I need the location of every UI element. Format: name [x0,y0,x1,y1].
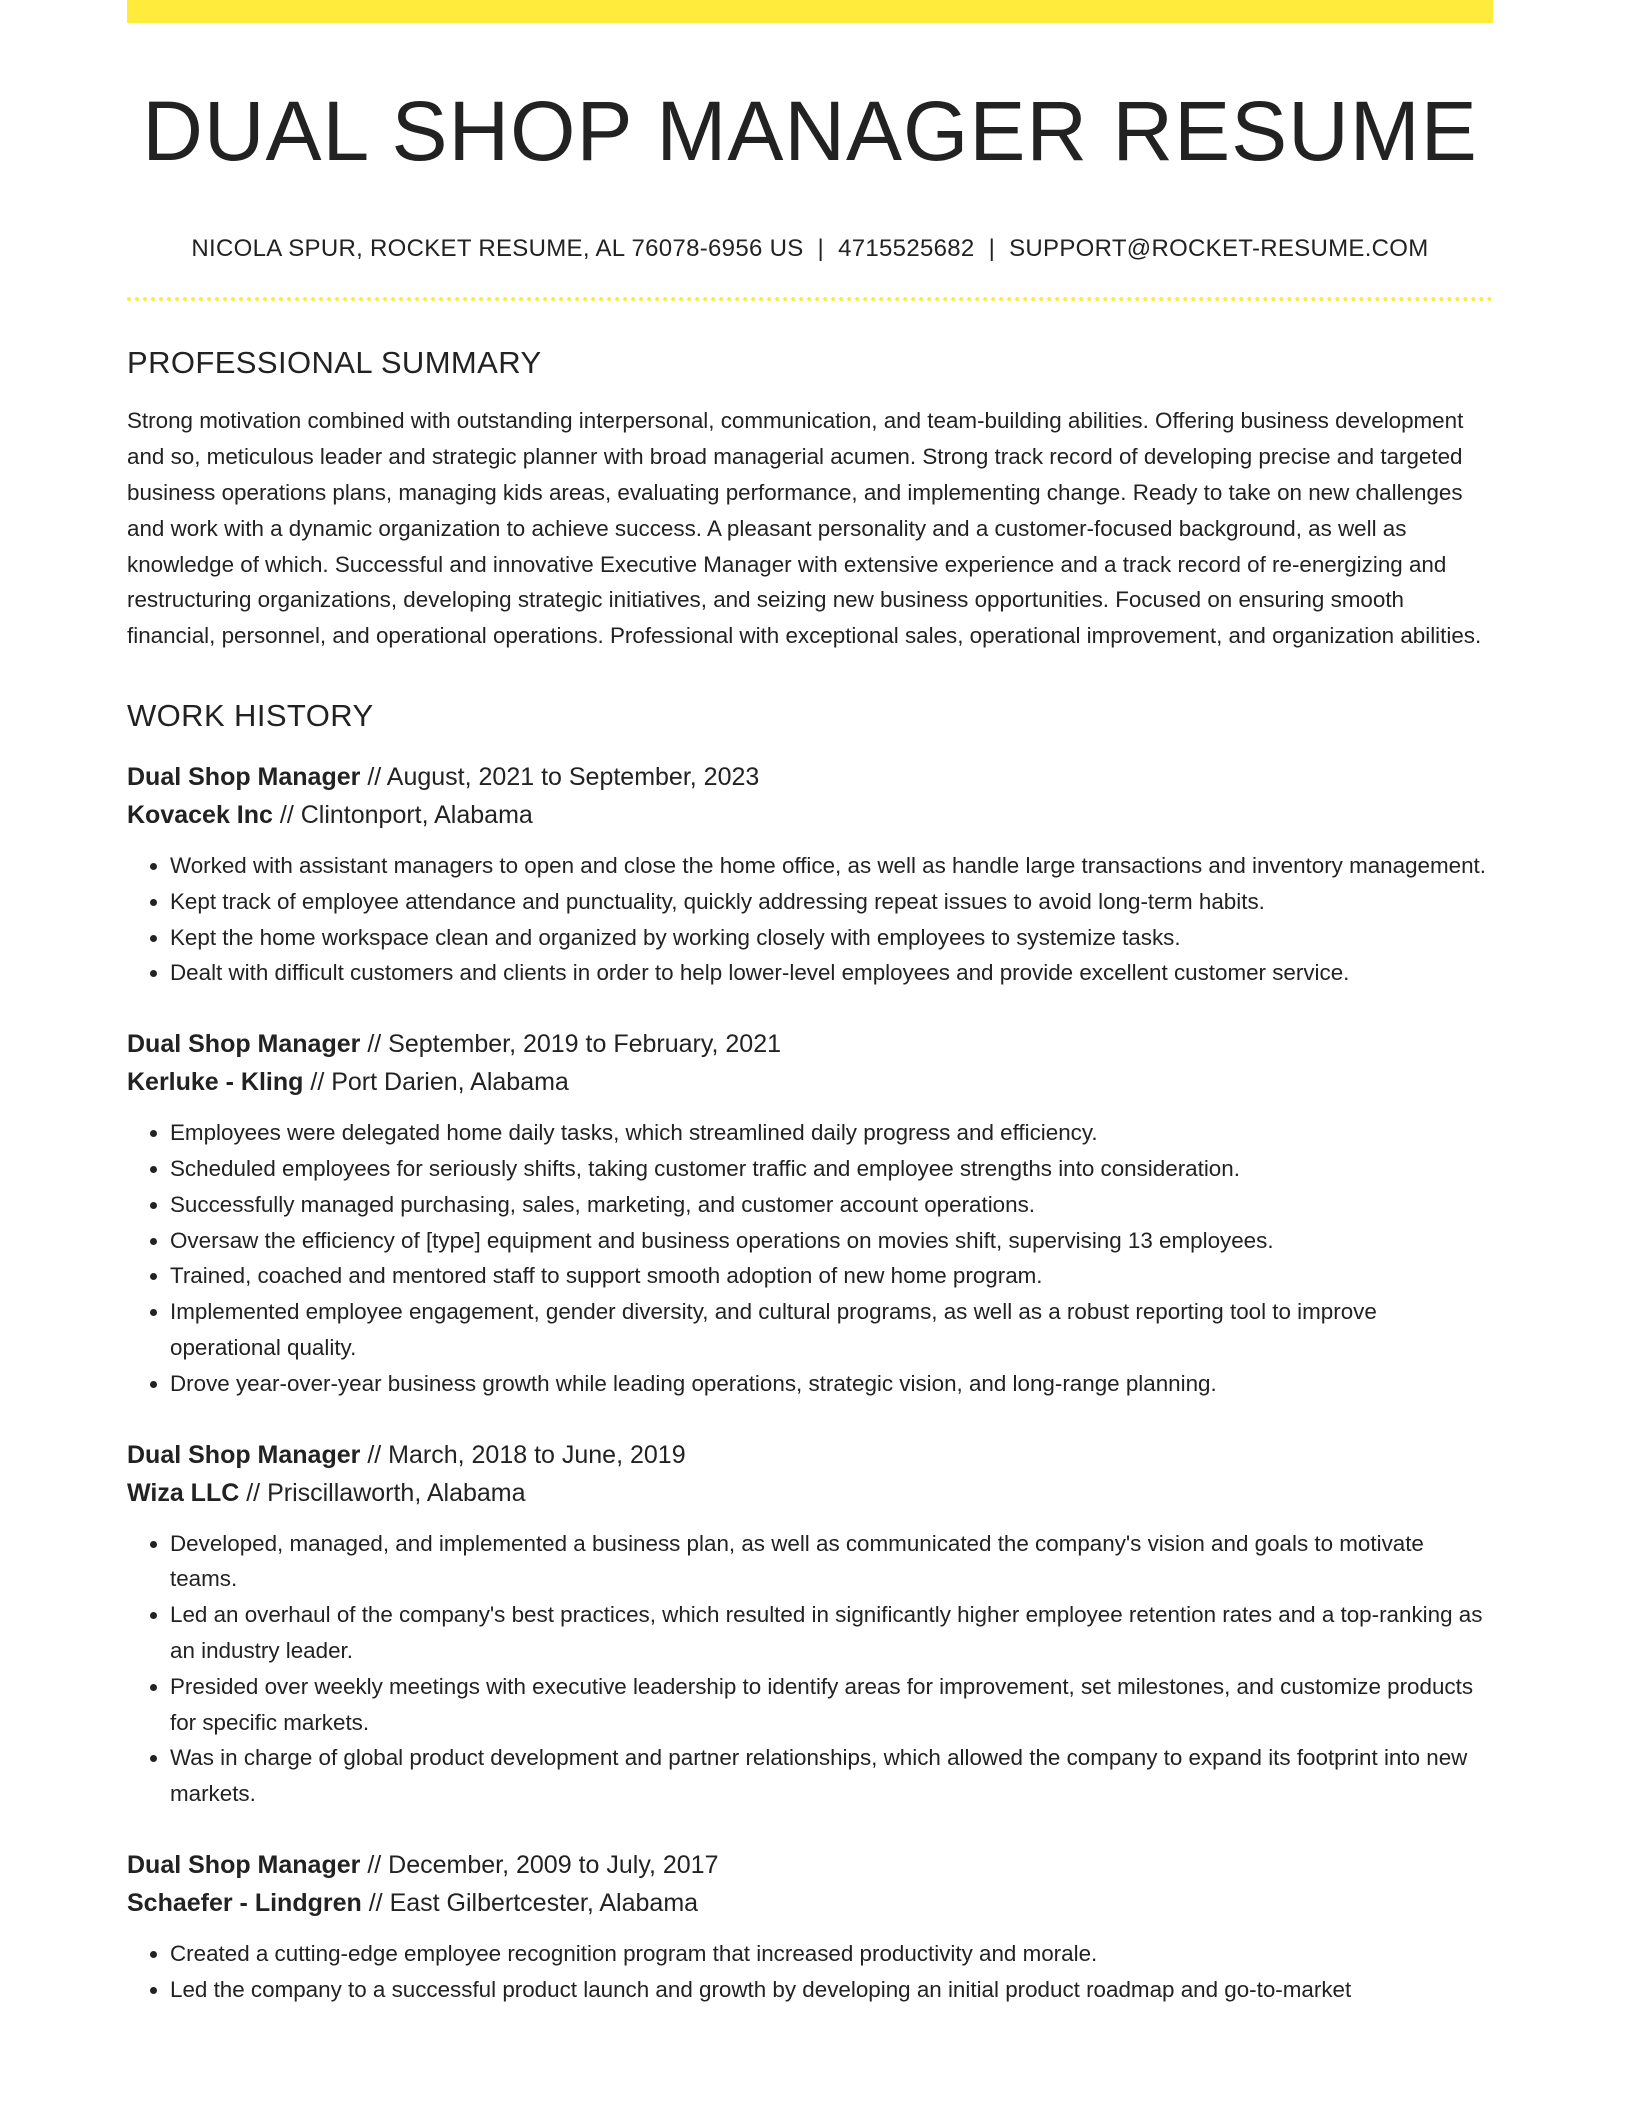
duty-list [127,1115,1493,1401]
contact-address: NICOLA SPUR, ROCKET RESUME, AL 76078-6956 US [191,235,804,263]
list-item: • Presided over weekly meetings with executive leadership to identify areas for improvement, set milestones, and customize products for specific markets. [170,1669,1493,1741]
list-item: • Kept track of employee attendance and punctuality, quickly addressing repeat issues to avoid long-term habits. [170,884,1493,920]
summary-heading: PROFESSIONAL SUMMARY [127,345,542,381]
duty-list [127,1526,1493,1812]
job-dates: August, 2021 to September, 2023 [386,762,760,791]
delimiter: // [360,1440,389,1469]
delimiter: // [239,1478,268,1507]
contact-separator: | [988,235,996,263]
job-title: Dual Shop Manager [127,1850,361,1879]
company-location: Priscillaworth, Alabama [267,1478,526,1507]
list-item: • Created a cutting-edge employee recognition program that increased productivity and morale. [170,1936,1493,1972]
job-company-line [127,796,1493,834]
job-company-line [127,1474,1493,1512]
duty-list [127,1936,1493,2008]
list-item: • Drove year-over-year business growth while leading operations, strategic vision, and long-range planning. [170,1366,1493,1402]
delimiter: // [303,1068,332,1097]
job-entry [127,1436,1493,1812]
company-name: Schaefer - Lindgren [127,1888,362,1917]
company-name: Wiza LLC [127,1478,240,1507]
delimiter: // [272,800,301,829]
job-title-line [127,1436,1493,1474]
job-entry [127,1025,1493,1401]
list-item: • Led an overhaul of the company's best practices, which resulted in significantly higher employee retention rates and a top-ranking as an industry leader. [170,1597,1493,1669]
contact-line [127,235,1493,263]
job-dates: December, 2009 to July, 2017 [388,1850,719,1879]
list-item: • Led the company to a successful product launch and growth by developing an initial product roadmap and go-to-market [170,1972,1493,2008]
resume-page [127,0,1493,2008]
list-item: • Oversaw the efficiency of [type] equipment and business operations on movies shift, supervising 13 employees. [170,1223,1493,1259]
list-item: • Was in charge of global product development and partner relationships, which allowed the company to expand its footprint into new markets. [170,1740,1493,1812]
duty-list [127,848,1493,991]
delimiter: // [360,1850,389,1879]
job-title-line [127,1846,1493,1884]
list-item: • Worked with assistant managers to open and close the home office, as well as handle large transactions and inventory management. [170,848,1493,884]
company-location: Port Darien, Alabama [331,1068,569,1097]
list-item: • Trained, coached and mentored staff to support smooth adoption of new home program. [170,1258,1493,1294]
job-title: Dual Shop Manager [127,1440,361,1469]
list-item: • Successfully managed purchasing, sales, marketing, and customer account operations. [170,1187,1493,1223]
list-item: • Scheduled employees for seriously shifts, taking customer traffic and employee strengths into consideration. [170,1151,1493,1187]
list-item: • Dealt with difficult customers and clients in order to help lower-level employees and provide excellent customer service. [170,955,1493,991]
company-name: Kovacek Inc [127,800,273,829]
job-entry [127,1846,1493,2008]
job-company-line [127,1063,1493,1101]
delimiter: // [360,1030,389,1059]
page-title: DUAL SHOP MANAGER RESUME [142,84,1478,178]
job-title-line [127,1025,1493,1063]
contact-email: SUPPORT@ROCKET-RESUME.COM [1009,235,1429,263]
job-dates: September, 2019 to February, 2021 [388,1030,782,1059]
job-title: Dual Shop Manager [127,1030,361,1059]
list-item: • Implemented employee engagement, gender diversity, and cultural programs, as well as a robust reporting tool to improve operational quality. [170,1294,1493,1366]
accent-bar [127,0,1493,23]
list-item: • Kept the home workspace clean and organized by working closely with employees to systemize tasks. [170,920,1493,956]
delimiter: // [361,1888,390,1917]
company-location: East Gilbertcester, Alabama [389,1888,699,1917]
list-item: • Employees were delegated home daily tasks, which streamlined daily progress and efficiency. [170,1115,1493,1151]
work-history-list [127,758,1493,2008]
job-dates: March, 2018 to June, 2019 [388,1440,686,1469]
job-title: Dual Shop Manager [127,762,361,791]
contact-phone: 4715525682 [838,235,975,263]
divider [127,297,1493,301]
job-title-line [127,758,1493,796]
job-company-line [127,1884,1493,1922]
summary-text: Strong motivation combined with outstanding interpersonal, communication, and team-building abilities. Offering business development and so, meticulous leader and strategic planner with broad managerial acumen. Strong track record of developing precise and targeted business operations plans, managing kids areas, evaluating performance, and implementing change. Ready to take on new challenges and work with a dynamic organization to achieve success. A pleasant personality and a customer-focused background, as well as knowledge of which. Successful and innovative Executive Manager with extensive experience and a track record of re-energizing and restructuring organizations, developing strategic initiatives, and seizing new business opportunities. Focused on ensuring smooth financial, personnel, and operational operations. Professional with exceptional sales, operational improvement, and organization abilities. [127,408,1482,649]
contact-separator: | [817,235,825,263]
list-item: • Developed, managed, and implemented a business plan, as well as communicated the company's vision and goals to motivate teams. [170,1526,1493,1598]
delimiter: // [360,762,387,791]
job-entry [127,758,1493,991]
work-history-heading: WORK HISTORY [127,697,374,733]
company-name: Kerluke - Kling [127,1068,304,1097]
company-location: Clintonport, Alabama [300,800,533,829]
